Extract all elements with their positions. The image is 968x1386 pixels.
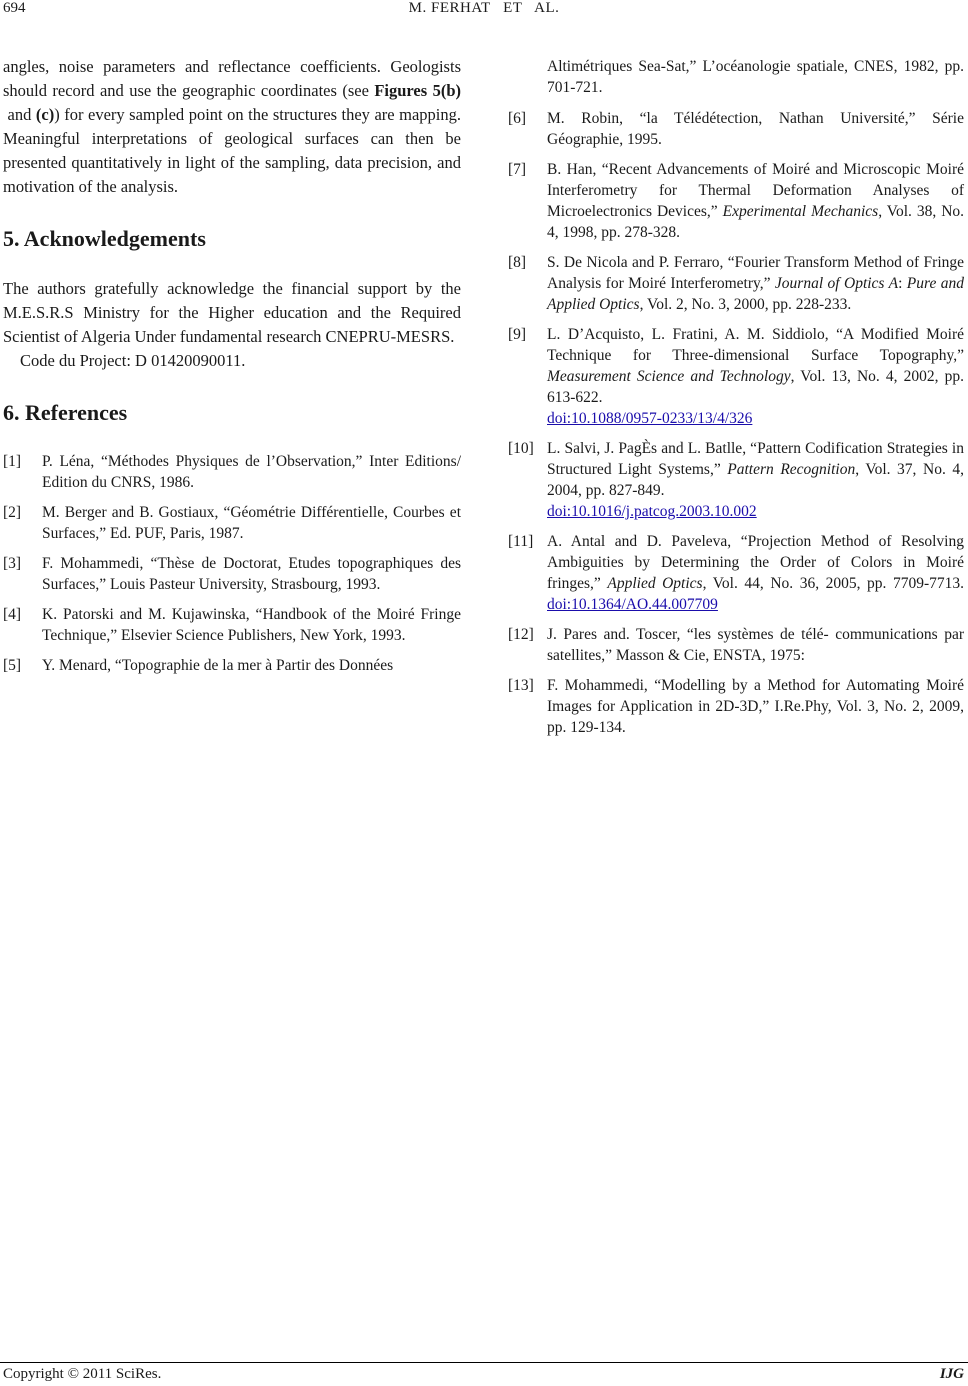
reference-authors-title: A. Antal and D. Paveleva, “Projection Method of Resolving Ambiguities by Determining the Order of Colors in Moiré fringes,” (547, 533, 964, 592)
reference-authors-title: L. Salvi, J. PagÈs and L. Batlle, “Pattern Codification Strategies in Structured Light Systems,” (547, 440, 964, 478)
doi-link[interactable]: doi:10.1016/j.patcog.2003.10.002 (547, 503, 757, 520)
reference-continuation (508, 56, 964, 98)
reference-details: , Vol. 13, No. 4, 2002, pp. 613-622. (547, 368, 964, 406)
reference-text: K. Patorski and M. Kujawinska, “Handbook of the Moiré Fringe Technique,” Elsevier Science Publishers, New York, 1993. (42, 606, 461, 644)
intro-and: and (3, 105, 36, 124)
reference-item (3, 655, 461, 676)
reference-text: M. Berger and B. Gostiaux, “Géométrie Différentielle, Courbes et Surfaces,” Ed. PUF, Paris, 1987. (42, 504, 461, 542)
reference-number: [8] (508, 254, 527, 271)
journal-separator: : (898, 275, 907, 292)
journal-name: Applied Optics (607, 575, 703, 592)
journal-abbreviation: IJG (939, 1366, 964, 1382)
reference-authors-title: S. De Nicola and P. Ferraro, “Fourier Transform Method of Fringe Analysis for Moiré Interferometry,” (547, 254, 964, 292)
reference-text: Y. Menard, “Topographie de la mer à Partir des Données (42, 657, 394, 674)
reference-item (508, 438, 964, 522)
references-list-left (3, 451, 461, 676)
journal-subtitle: Pure and Applied Optics (547, 275, 964, 313)
reference-details: , Vol. 37, No. 4, 2004, pp. 827-849. (547, 461, 965, 499)
reference-text: F. Mohammedi, “Thèse de Doctorat, Etudes topographiques des Surfaces,” Louis Pasteur University, Strasbourg, 1993. (42, 555, 461, 593)
page-number: 694 (3, 0, 26, 16)
reference-text: M. Robin, “la Télédétection, Nathan Université,” Série Géographie, 1995. (547, 110, 964, 148)
reference-item (3, 502, 461, 544)
project-code: Code du Project: D 01420090011. (20, 351, 246, 370)
reference-item (3, 553, 461, 595)
reference-number: [5] (3, 657, 22, 674)
reference-text (547, 531, 968, 615)
reference-number: [10] (508, 440, 534, 457)
reference-text (547, 438, 964, 522)
reference-item (508, 159, 964, 243)
journal-name: Measurement Science and Technology (547, 368, 791, 385)
doi-link[interactable]: doi:10.1088/0957-0233/13/4/326 (547, 410, 753, 427)
journal-name: Journal of Optics A (774, 275, 899, 292)
figure-c-reference: (c) (35, 105, 55, 124)
journal-name: Experimental Mechanics (722, 203, 879, 220)
reference-item (508, 324, 964, 429)
reference-text: P. Léna, “Méthodes Physiques de l’Observation,” Inter Editions/ Edition du CNRS, 1986. (42, 453, 461, 491)
acknowledgements-paragraph: The authors gratefully acknowledge the financial support by the M.E.S.R.S Ministry for the Higher education and the Required Scientist of Algeria Under fundamental research CNEPRU-MESRS. (3, 279, 461, 346)
reference-text (547, 324, 964, 429)
reference-item (508, 675, 964, 738)
reference-item (508, 624, 964, 666)
references-heading: 6. References (3, 400, 128, 425)
right-column (508, 56, 968, 747)
reference-item (508, 531, 968, 615)
reference-item (508, 108, 964, 150)
footer-rule (0, 1362, 968, 1363)
reference-details: , Vol. 44, No. 36, 2005, pp. 7709-7713. (702, 575, 968, 592)
reference-text (547, 159, 964, 243)
reference-text (547, 252, 964, 315)
intro-text-1: angles, noise parameters and reflectance coefficients. Geologists should record and use the geographic coordinates (see (3, 57, 461, 100)
reference-number: [9] (508, 326, 527, 343)
reference-number: [6] (508, 110, 527, 127)
reference-5-continued: Altimétriques Sea-Sat,” L’océanologie spatiale, CNES, 1982, pp. 701-721. (547, 58, 964, 96)
reference-number: [12] (508, 626, 534, 643)
reference-number: [7] (508, 161, 527, 178)
reference-details: , Vol. 38, No. 4, 1998, pp. 278-328. (547, 203, 965, 241)
reference-authors-title: B. Han, “Recent Advancements of Moiré and Microscopic Moiré Interferometry for Thermal Deformation Analyses of Microelectronics Devices,” (547, 161, 964, 220)
reference-item (3, 604, 461, 646)
doi-link[interactable]: doi:10.1364/AO.44.007709 (547, 596, 718, 613)
reference-details: , Vol. 2, No. 3, 2000, pp. 228-233. (639, 296, 852, 313)
running-title: M. FERHAT ET AL. (408, 0, 560, 16)
figures-reference: Figures 5(b) (374, 81, 461, 100)
reference-text: J. Pares and. Toscer, “les systèmes de télé- communications par satellites,” Masson & Cie, ENSTA, 1975: (547, 626, 964, 664)
reference-number: [4] (3, 606, 22, 623)
journal-name: Pattern Recognition (727, 461, 856, 478)
reference-number: [13] (508, 677, 534, 694)
intro-paragraph (3, 55, 461, 199)
copyright: Copyright © 2011 SciRes. (3, 1366, 162, 1382)
reference-authors-title: L. D’Acquisto, L. Fratini, A. M. Siddiolo, “A Modified Moiré Technique for Three-dimensional Surface Topography,” (547, 326, 964, 364)
acknowledgements-heading: 5. Acknowledgements (3, 226, 206, 251)
intro-text-2: ) for every sampled point on the structures they are mapping. Meaningful interpretations of geological surfaces can then be presented quantitatively in light of the sampling, data precision, and motivation of the analysis. (3, 105, 461, 196)
reference-number: [11] (508, 533, 534, 550)
reference-number: [1] (3, 453, 22, 470)
reference-text: F. Mohammedi, “Modelling by a Method for Automating Moiré Images for Application in 2D-3D,” I.Re.Phy, Vol. 3, No. 2, 2009, pp. 129-134. (547, 677, 964, 736)
left-column (3, 55, 461, 685)
reference-item (508, 252, 964, 315)
reference-item (3, 451, 461, 493)
reference-number: [3] (3, 555, 22, 572)
reference-number: [2] (3, 504, 22, 521)
